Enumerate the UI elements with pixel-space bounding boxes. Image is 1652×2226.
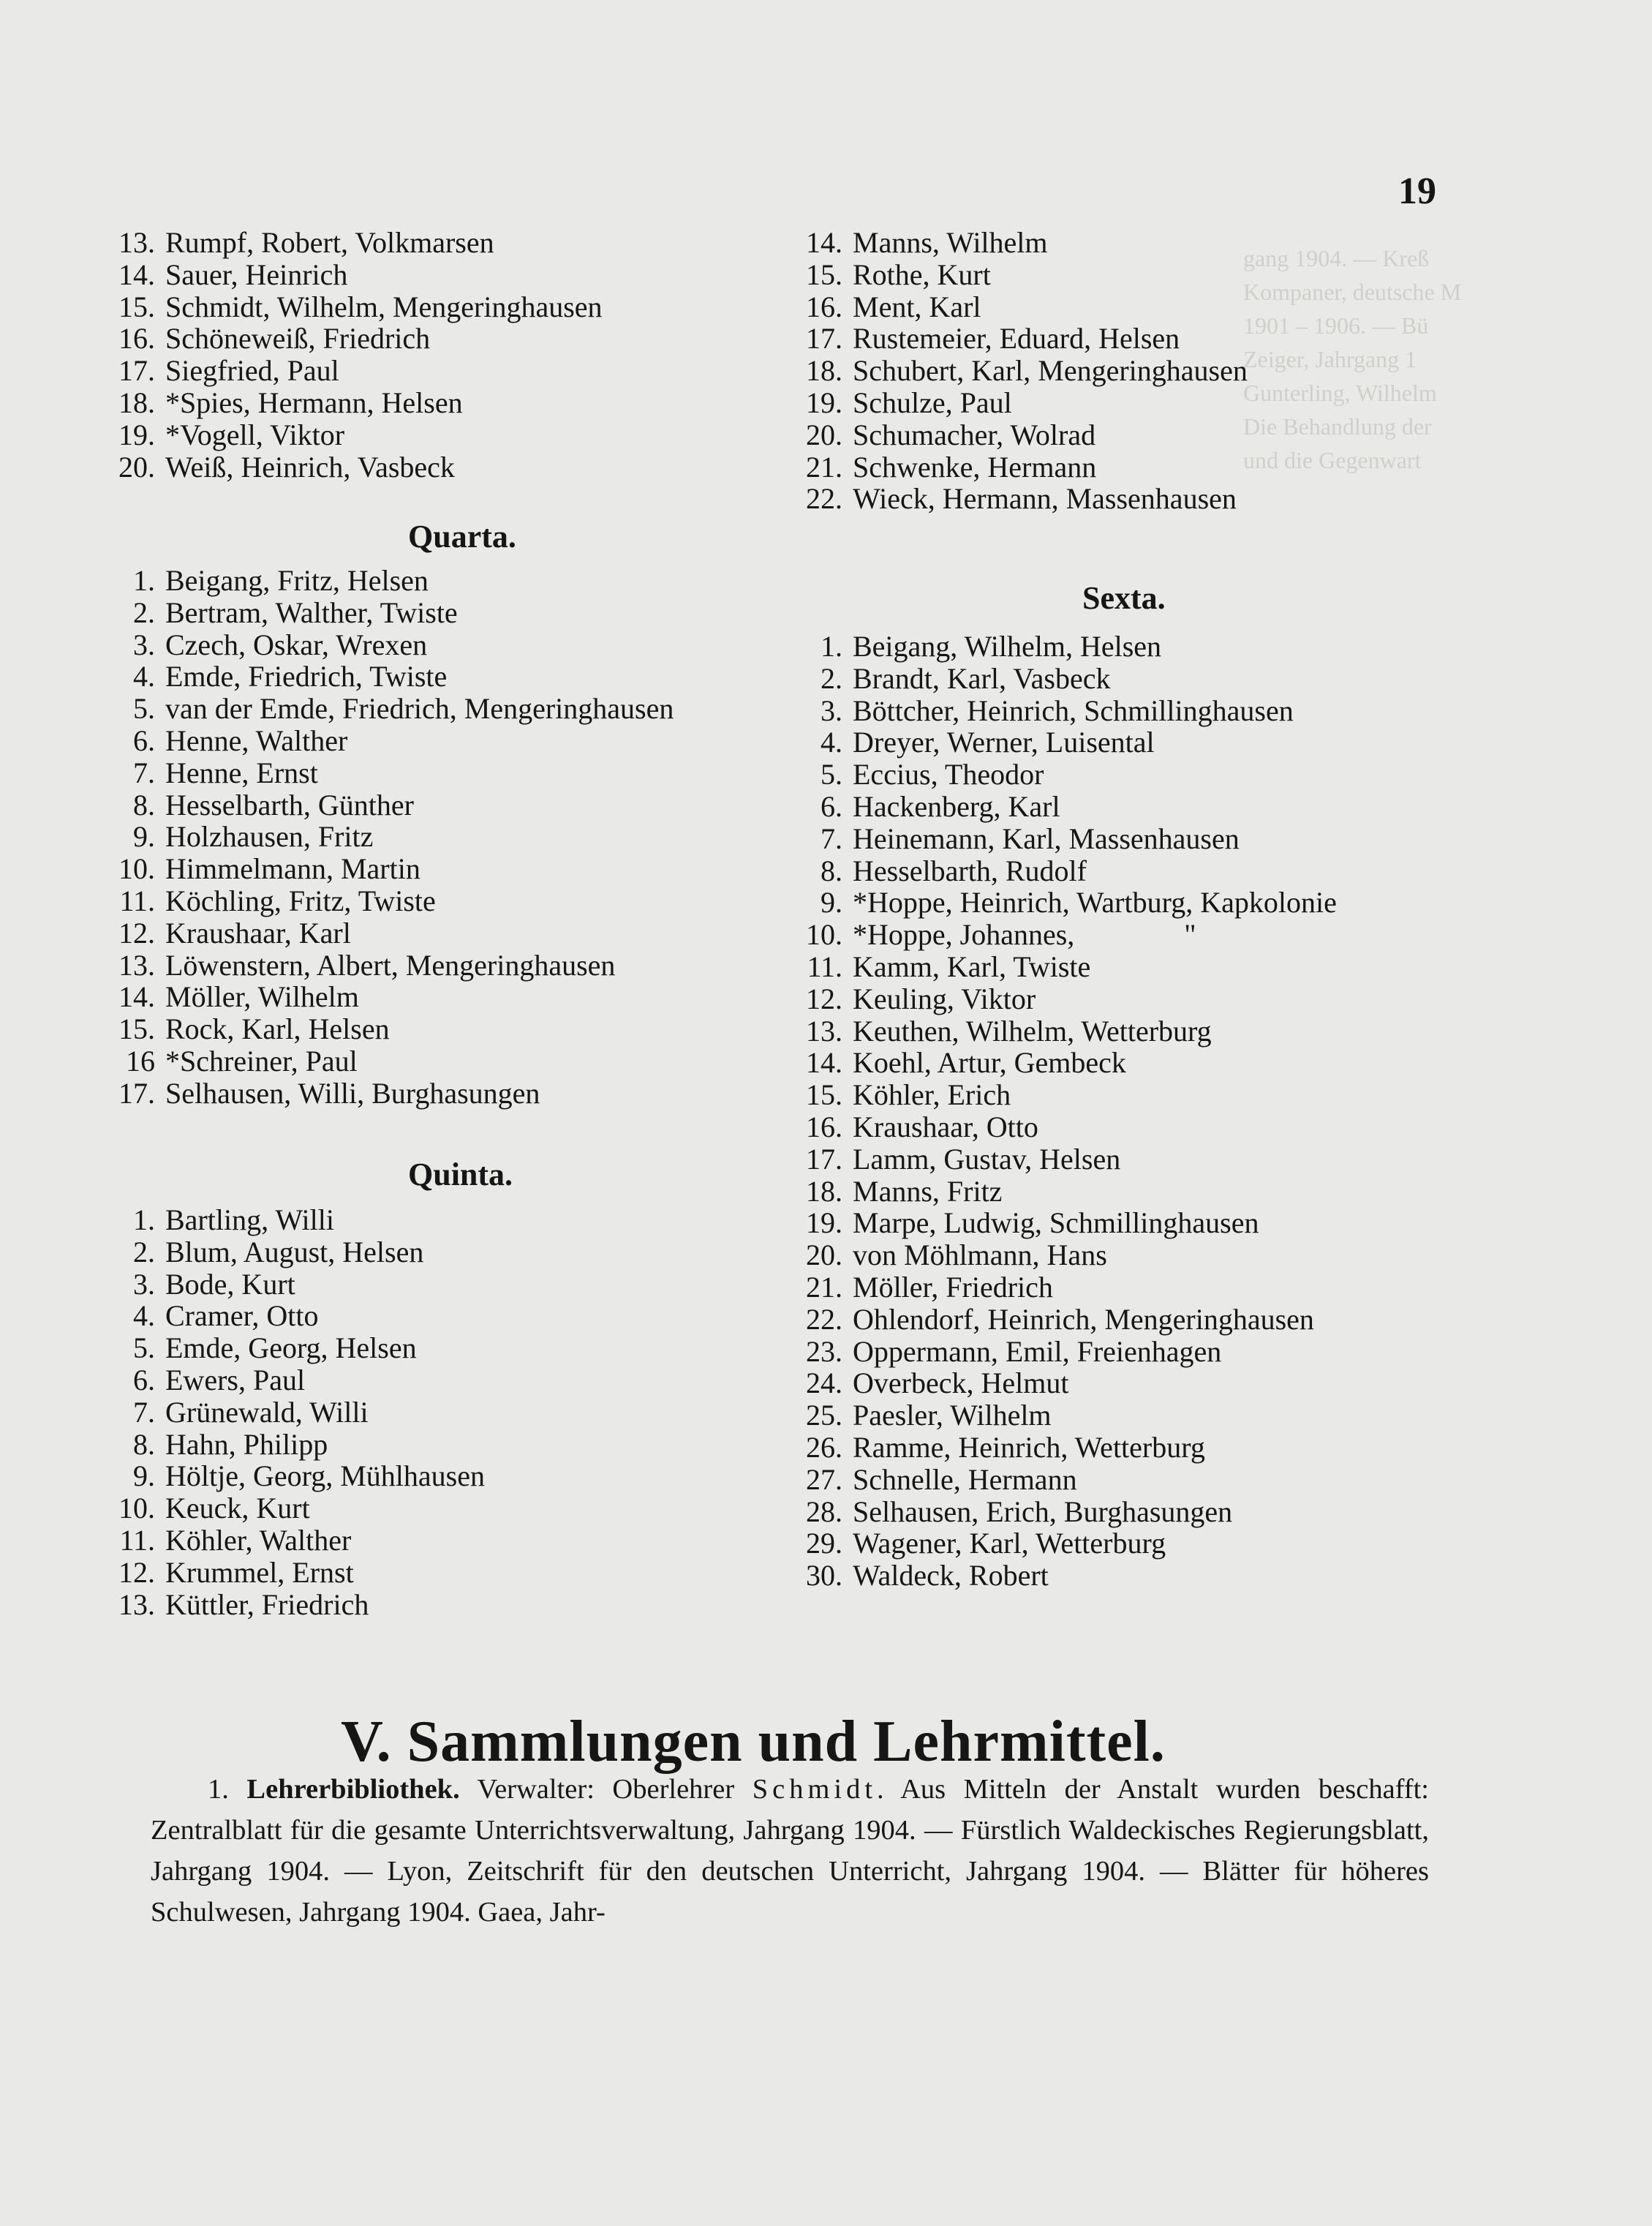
list-item: 5. Emde, Georg, Helsen <box>133 1331 417 1365</box>
section-heading: V. Sammlungen und Lehrmittel. <box>341 1710 1166 1774</box>
quinta-list <box>88 1204 485 1620</box>
list-item: 27. Schnelle, Hermann <box>806 1462 1077 1496</box>
list-item: 10. *Hoppe, Johannes, " <box>806 918 1196 952</box>
list-item: 6. Hackenberg, Karl <box>821 789 1060 823</box>
sexta-heading: Sexta. <box>1082 580 1166 616</box>
list-item: 2. Bertram, Walther, Twiste <box>133 595 458 629</box>
list-item: 10. Himmelmann, Martin <box>118 852 420 886</box>
list-item: 29. Wagener, Karl, Wetterburg <box>806 1527 1166 1560</box>
list-item: 3. Bode, Kurt <box>133 1267 295 1301</box>
left-top-list <box>88 227 603 483</box>
list-item: 19. *Vogell, Viktor <box>118 418 345 451</box>
list-item: 12. Keuling, Viktor <box>806 982 1036 1015</box>
bleed-through-text <box>1243 241 1652 477</box>
sexta-list <box>797 631 1337 1592</box>
list-item: 1. Bartling, Willi <box>133 1203 334 1236</box>
paragraph-text: Verwalter: Oberlehrer <box>459 1774 753 1805</box>
list-item: 15. Schmidt, Wilhelm, Mengeringhausen <box>118 290 603 323</box>
list-item: 4. Emde, Friedrich, Twiste <box>133 660 448 693</box>
list-item: 25. Paesler, Wilhelm <box>806 1399 1052 1432</box>
list-item: 8. Hesselbarth, Rudolf <box>821 854 1087 887</box>
list-item: 20. Weiß, Heinrich, Vasbeck <box>118 450 455 484</box>
list-item: 13. Küttler, Friedrich <box>118 1587 369 1621</box>
list-item: 5. van der Emde, Friedrich, Mengeringhausen <box>133 692 674 726</box>
list-item: 22. Wieck, Hermann, Massenhausen <box>806 482 1237 516</box>
bleed-line: und die Gegenwart <box>1243 447 1422 473</box>
list-item: 12. Krummel, Ernst <box>118 1555 354 1589</box>
list-item: 7. Grünewald, Willi <box>133 1395 369 1429</box>
list-item: 9. Holzhausen, Fritz <box>133 820 374 854</box>
list-item: 16. Kraushaar, Otto <box>806 1110 1038 1143</box>
bleed-line: Kompaner, deutsche M <box>1243 279 1462 305</box>
list-item: 13. Löwenstern, Albert, Mengeringhausen <box>118 948 616 982</box>
bleed-line: Die Behandlung der <box>1243 413 1432 440</box>
list-item: 11. Köchling, Fritz, Twiste <box>119 884 436 917</box>
section-paragraph <box>151 1769 1429 1933</box>
list-item: 15. Köhler, Erich <box>806 1078 1011 1112</box>
list-item: 16. Ment, Karl <box>806 290 981 323</box>
list-item: 14. Manns, Wilhelm <box>806 226 1048 259</box>
list-item: 7. Heinemann, Karl, Massenhausen <box>821 821 1240 855</box>
list-item: 17. Rustemeier, Eduard, Helsen <box>806 322 1180 356</box>
manager-name: Schmidt <box>752 1774 878 1805</box>
list-item: 18. Schubert, Karl, Mengeringhausen <box>806 354 1248 388</box>
list-item: 6. Henne, Walther <box>133 723 348 757</box>
list-item: 3. Czech, Oskar, Wrexen <box>133 628 428 661</box>
list-item: 11. Kamm, Karl, Twiste <box>807 950 1091 983</box>
list-item: 13. Keuthen, Wilhelm, Wetterburg <box>806 1014 1212 1048</box>
list-item: 22. Ohlendorf, Heinrich, Mengeringhausen <box>806 1302 1314 1336</box>
bleed-line: 1901 – 1906. — Bü <box>1243 312 1429 339</box>
list-item: 4. Dreyer, Werner, Luisental <box>821 726 1155 759</box>
list-item: 13. Rumpf, Robert, Volkmarsen <box>118 226 494 259</box>
right-top-list <box>797 227 1248 515</box>
list-item: 18. *Spies, Hermann, Helsen <box>118 386 463 419</box>
list-item: 15. Rock, Karl, Helsen <box>118 1012 390 1046</box>
list-item: 16. Schöneweiß, Friedrich <box>118 322 431 356</box>
list-item: 15. Rothe, Kurt <box>806 257 991 291</box>
page-number: 19 <box>1398 170 1436 212</box>
list-item: 9. Höltje, Georg, Mühlhausen <box>133 1459 485 1493</box>
list-item: 21. Schwenke, Hermann <box>806 450 1097 484</box>
paragraph-text: . Aus Mitteln der Anstalt wurden beschafft: Zentralblatt für die gesamte Unterrichtsverwaltung, Jahrgang 1904. — Fürstlich Waldeckisches Regierungsblatt, Jahrgang 1904. — Lyon, Zeitschrift für den deutschen Unterricht, Jahrgang 1904. — Blätter für höheres Schulwesen, Jahrgang 1904. Gaea, Jahr- <box>151 1774 1429 1928</box>
list-item: 14. Sauer, Heinrich <box>118 257 348 291</box>
list-item: 11. Köhler, Walther <box>119 1523 352 1557</box>
list-item: 14. Möller, Wilhelm <box>118 980 359 1014</box>
list-item: 7. Henne, Ernst <box>133 756 318 789</box>
list-item: 17. Selhausen, Willi, Burghasungen <box>118 1076 540 1110</box>
list-item: 19. Schulze, Paul <box>806 386 1012 419</box>
item-title: Lehrerbibliothek. <box>246 1774 460 1805</box>
list-item: 19. Marpe, Ludwig, Schmillinghausen <box>806 1206 1259 1240</box>
list-item: 2. Brandt, Karl, Vasbeck <box>821 661 1111 695</box>
list-item: 3. Böttcher, Heinrich, Schmillinghausen <box>821 693 1294 727</box>
list-item: 18. Manns, Fritz <box>806 1174 1003 1208</box>
list-item: 30. Waldeck, Robert <box>806 1559 1049 1593</box>
list-item: 20. von Möhlmann, Hans <box>806 1238 1107 1272</box>
list-item: 8. Hesselbarth, Günther <box>133 788 414 821</box>
quarta-heading: Quarta. <box>408 519 516 554</box>
list-item: 6. Ewers, Paul <box>133 1363 306 1396</box>
list-item: 16 *Schreiner, Paul <box>126 1044 358 1078</box>
list-item: 23. Oppermann, Emil, Freienhagen <box>806 1334 1222 1368</box>
quinta-heading: Quinta. <box>408 1157 513 1192</box>
list-item: 12. Kraushaar, Karl <box>118 916 351 950</box>
bleed-line: Zeiger, Jahrgang 1 <box>1243 346 1417 372</box>
list-item: 26. Ramme, Heinrich, Wetterburg <box>806 1430 1205 1464</box>
list-item: 17. Lamm, Gustav, Helsen <box>806 1142 1121 1176</box>
list-item: 17. Siegfried, Paul <box>118 354 339 388</box>
bleed-line: Gunterling, Wilhelm <box>1243 380 1437 406</box>
list-item: 1. Beigang, Fritz, Helsen <box>133 564 429 597</box>
list-item: 28. Selhausen, Erich, Burghasungen <box>806 1494 1233 1528</box>
list-item: 2. Blum, August, Helsen <box>133 1235 424 1268</box>
list-item: 5. Eccius, Theodor <box>821 758 1044 791</box>
list-item: 10. Keuck, Kurt <box>118 1492 310 1525</box>
list-item: 24. Overbeck, Helmut <box>806 1366 1069 1400</box>
quarta-list <box>88 565 674 1110</box>
ditto-mark: " <box>1184 918 1196 952</box>
list-item: 20. Schumacher, Wolrad <box>806 418 1096 451</box>
bleed-line: gang 1904. — Kreß <box>1243 245 1430 271</box>
list-item: 21. Möller, Friedrich <box>806 1270 1053 1304</box>
list-item: 1. Beigang, Wilhelm, Helsen <box>821 630 1162 663</box>
list-item: 8. Hahn, Philipp <box>133 1427 328 1461</box>
list-item: 14. Koehl, Artur, Gembeck <box>806 1046 1126 1080</box>
item-number: 1. <box>208 1774 229 1805</box>
list-item: 4. Cramer, Otto <box>133 1299 319 1333</box>
list-item: 9. *Hoppe, Heinrich, Wartburg, Kapkolonie <box>821 886 1337 920</box>
